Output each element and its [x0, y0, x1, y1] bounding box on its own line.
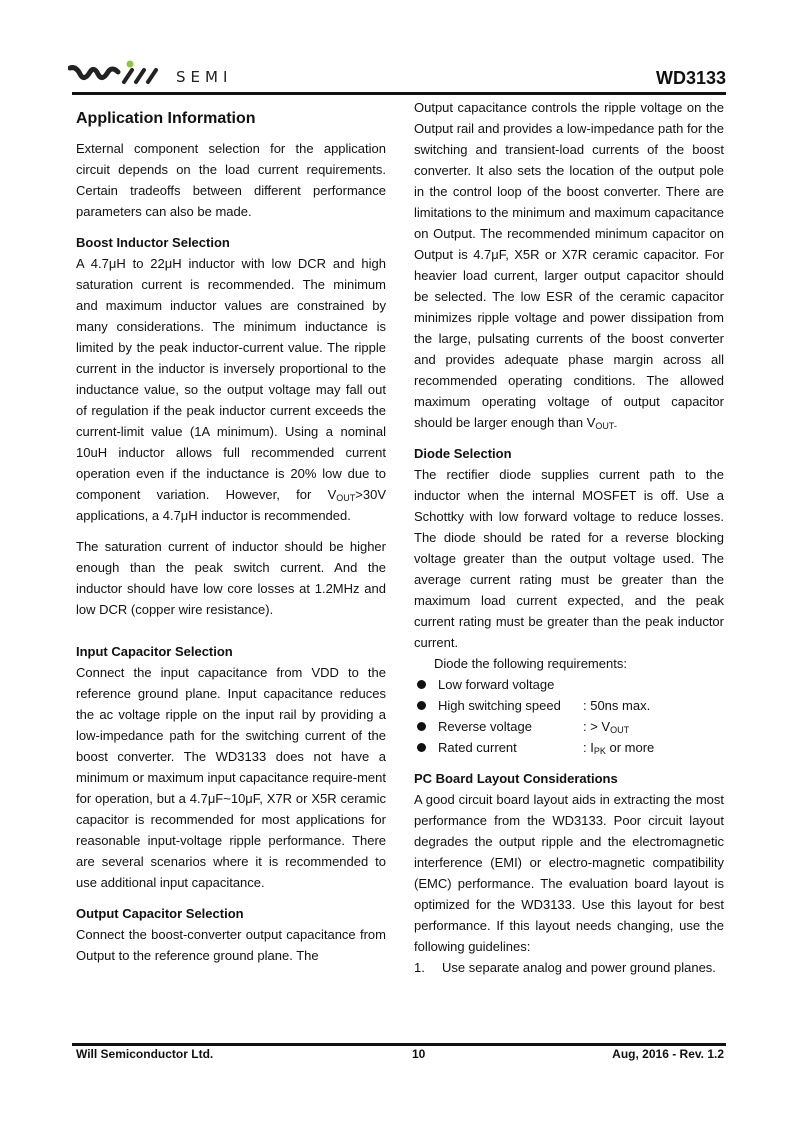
heading-boost-inductor: Boost Inductor Selection	[76, 235, 230, 250]
logo-semi-text: SEMI	[176, 68, 233, 86]
footer-rule	[72, 1043, 726, 1046]
output-capacitor-paragraph: Connect the boost-converter output capacitance from Output to the reference ground plane. The	[76, 927, 386, 963]
saturation-current-paragraph: The saturation current of inductor should be higher enough than the peak switch current. And the inductor should have low core losses at 1.2MHz and low DCR (copper wire resistance).	[76, 539, 386, 617]
part-number: WD3133	[655, 68, 726, 88]
boost-inductor-paragraph: A 4.7μH to 22μH inductor with low DCR and high saturation current is recommended. The minimum and maximum inductor values are constrained by many considerations. The minimum inductance is limited by the peak inductor-current value. The ripple current in the inductor is inversely proportional to the inductance value, so the output voltage may fall out of regulation if the peak inductor current exceeds the current-limit value (1A minimum). Using a nominal 10uH inductor allows full recommended current operation even if the inductance is 20% low due to component variation. However, for $V_{OUT}>30V$ applications, a 4.7μH inductor is recommended.	[76, 256, 386, 523]
header-rule	[72, 92, 726, 95]
output-capacitor-continued: Output capacitance controls the ripple voltage on the Output rail and provides a low-impedance path for the switching and transient-load currents of the boost converter. It also sets the location of the output pole in the control loop of the boost converter. There are limitations to the minimum and maximum capacitance on Output. The recommended minimum capacitor on Output is 4.7μF, X5R or X7R ceramic capacitor. For heavier load current, larger output capacitor should be selected. The low ESR of the ceramic capacitor minimizes ripple voltage and power dissipation from the large, pulsating currents of the boost converter and provides adequate phase margin across all recommended operating conditions. The allowed maximum operating voltage of output capacitor should be larger enough than $V_{OUT-}$	[414, 100, 724, 431]
bullet-icon	[417, 680, 426, 689]
right-column	[414, 97, 724, 978]
bullet-icon	[417, 743, 426, 752]
page-number: 10	[412, 1047, 426, 1061]
diode-paragraph: The rectifier diode supplies current path to the inductor when the internal MOSFET is off. Use a Schottky with low forward voltage to reduce losses. The diode should be rated for a reverse blocking voltage greater than the output voltage used. The average current rating must be greater than the maximum load current expected, and the peak current rating must be greater than the peak inductor current.	[414, 467, 724, 650]
section-title-application-information: Application Information	[76, 110, 256, 127]
will-semi-logo	[68, 58, 258, 88]
intro-paragraph: External component selection for the application circuit depends on the load current requirements. Certain tradeoffs between different performance parameters can also be made.	[76, 141, 386, 219]
guideline-item: 1. Use separate analog and power ground planes.	[414, 960, 716, 975]
heading-output-capacitor: Output Capacitor Selection	[76, 906, 244, 921]
heading-input-capacitor: Input Capacitor Selection	[76, 644, 233, 659]
diode-requirements-intro: Diode the following requirements:	[434, 656, 627, 671]
footer-company: Will Semiconductor Ltd.	[76, 1047, 214, 1061]
list-item: Reverse voltage : > $V_{OUT}$	[414, 716, 724, 737]
heading-pcb-layout: PC Board Layout Considerations	[414, 771, 618, 786]
footer-revision: Aug, 2016 - Rev. 1.2	[612, 1047, 724, 1061]
heading-diode-selection: Diode Selection	[414, 446, 512, 461]
will-logo-icon	[68, 60, 172, 86]
list-item: Rated current : $I_{PK}$ or more	[414, 737, 724, 758]
page-header	[68, 58, 726, 92]
bullet-icon	[417, 722, 426, 731]
bullet-icon	[417, 701, 426, 710]
pcb-layout-paragraph: A good circuit board layout aids in extracting the most performance from the WD3133. Poor circuit layout degrades the output ripple and the electromagnetic interference (EMI) or electro-magnetic compatibility (EMC) performance. The evaluation board layout is optimized for the WD3133. Use this layout for best performance. If this layout needs changing, use the following guidelines:	[414, 792, 724, 954]
diode-requirements-list	[414, 674, 724, 758]
list-item: Low forward voltage	[414, 674, 724, 695]
left-column	[76, 108, 386, 966]
list-item: High switching speed : 50ns max.	[414, 695, 724, 716]
input-capacitor-paragraph: Connect the input capacitance from VDD to the reference ground plane. Input capacitance reduces the ac voltage ripple on the input rail by providing a low-impedance path for the switching current of the boost converter. The WD3133 does not have a minimum or maximum input capacitance require-ment for operation, but a 4.7μF~10μF, X7R or X5R ceramic capacitor is recommended for most applications for reasonable input-voltage ripple performance. There are several scenarios where it is recommended to use additional input capacitance.	[76, 665, 386, 890]
page-footer	[76, 1047, 724, 1063]
